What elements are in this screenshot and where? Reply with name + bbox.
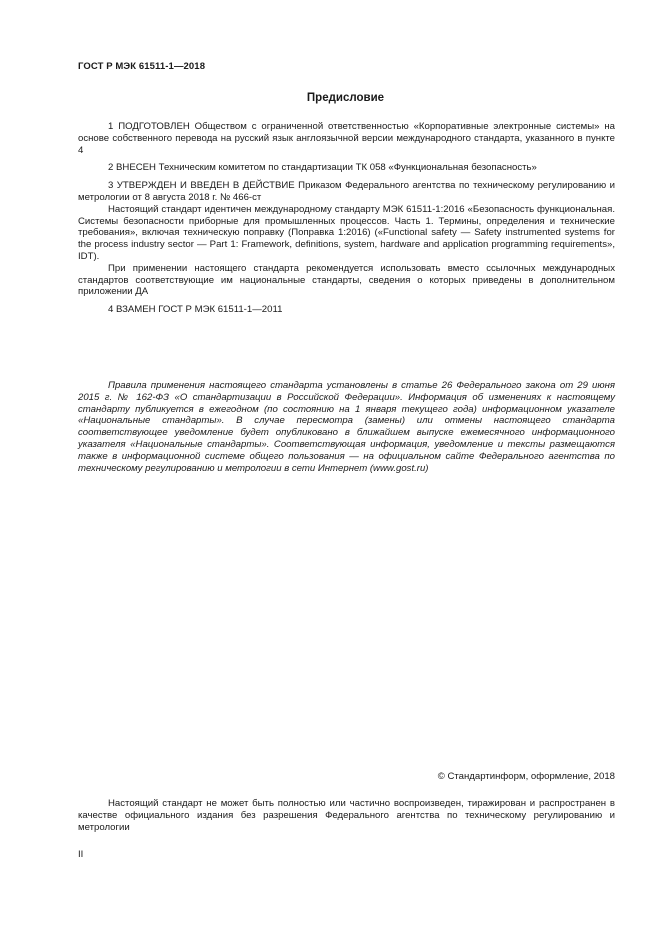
item-3-usage-note: При применении настоящего стандарта рекомендуется использовать вместо ссылочных международных стандартов соответствующие им национальные стандарты, сведения о которых приведены в дополнительном приложении ДА xyxy=(78,262,615,298)
item-1-prepared: 1 ПОДГОТОВЛЕН Обществом с ограниченной ответственностью «Корпоративные электронные системы» на основе собственного перевода на русский язык англоязычной версии международного стандарта, указанного в пункте 4 xyxy=(78,121,615,156)
page-title: Предисловие xyxy=(306,92,385,104)
item-3-identical-note: Настоящий стандарт идентичен международному стандарту МЭК 61511-1:2016 «Безопасность функциональная. Системы безопасности приборные для промышленных процессов. Часть 1. Термины, определения и технические требования», включая техническую поправку (Поправка 1:2016) («Functional safety — Safety instrumented systems for the process industry sector — Part 1: Framework, definitions, system, hardware and application programming requirements», IDT). xyxy=(78,203,615,262)
item-2-introduced: 2 ВНЕСЕН Техническим комитетом по стандартизации ТК 058 «Функциональная безопасность» xyxy=(108,162,537,174)
page-number: II xyxy=(78,849,84,860)
foreword-body xyxy=(78,121,615,316)
reproduction-text: Настоящий стандарт не может быть полностью или частично воспроизведен, тиражирован и распространен в качестве официального издания без разрешения Федерального агентства по техническому регулированию и метрологии xyxy=(78,798,615,833)
reproduction-notice xyxy=(78,798,615,833)
item-4-replaces: 4 ВЗАМЕН ГОСТ Р МЭК 61511-1—2011 xyxy=(108,304,283,316)
notice-text: Правила применения настоящего стандарта установлены в статье 26 Федерального закона от 29 июня 2015 г. № 162-ФЗ «О стандартизации в Российской Федерации». Информация об изменениях к настоящему стандарту публикуется в ежегодном (по состоянию на 1 января текущего года) информационном указателе «Национальные стандарты». В случае пересмотра (замены) или отмены настоящего стандарта соответствующее уведомление будет опубликовано в ближайшем выпуске ежемесячного информационного указателя «Национальные стандарты». Соответствующая информация, уведомление и тексты размещаются также в информационной системе общего пользования — на официальном сайте Федерального агентства по техническому регулированию и метрологии в сети Интернет (www.gost.ru) xyxy=(78,380,615,474)
application-rules-notice xyxy=(78,380,615,474)
copyright-line: © Стандартинформ, оформление, 2018 xyxy=(437,771,615,782)
item-3-approved: 3 УТВЕРЖДЕН И ВВЕДЕН В ДЕЙСТВИЕ Приказом Федерального агентства по техническому регулированию и метрологии от 8 августа 2018 г. № 466-ст xyxy=(78,180,615,203)
standard-id-header: ГОСТ Р МЭК 61511-1—2018 xyxy=(78,61,206,72)
